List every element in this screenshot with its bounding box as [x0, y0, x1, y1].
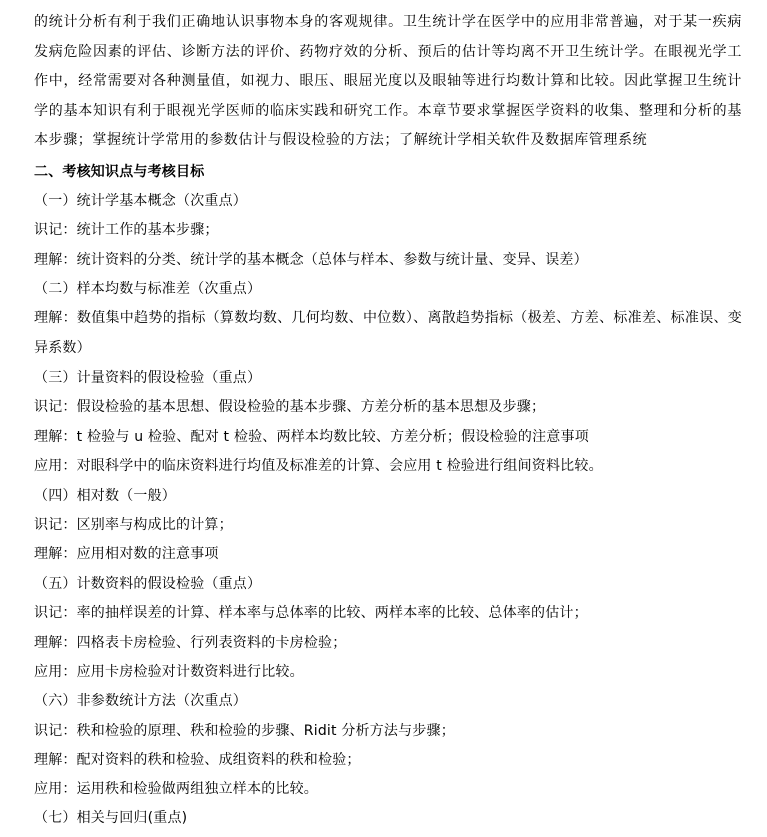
section-4-title: （四）相对数（一般）: [34, 488, 176, 504]
section-1-recall: 识记：统计工作的基本步骤；: [34, 222, 219, 238]
section-6-understand: 理解：配对资料的秩和检验、成组资料的秩和检验；: [34, 752, 361, 768]
section-6-recall: 识记：秩和检验的原理、秩和检验的步骤、Ridit 分析方法与步骤；: [34, 723, 455, 739]
section-6-title: （六）非参数统计方法（次重点）: [34, 693, 247, 709]
section-1-understand: 理解：统计资料的分类、统计学的基本概念（总体与样本、参数与统计量、变异、误差）: [34, 252, 588, 268]
section-5-recall: 识记：率的抽样误差的计算、样本率与总体率的比较、两样本率的比较、总体率的估计；: [34, 605, 588, 621]
section-4-understand: 理解：应用相对数的注意事项: [34, 546, 219, 562]
section-5-apply: 应用：应用卡房检验对计数资料进行比较。: [34, 664, 304, 680]
section-7-title: （七）相关与回归(重点): [34, 810, 188, 826]
intro-paragraph: 的统计分析有利于我们正确地认识事物本身的客观规律。卫生统计学在医学中的应用非常普遍，对于某一疾病发病危险因素的评估、诊断方法的评价、药物疗效的分析、预后的估计等均离不开卫生统计学。在眼视光学工作中，经常需要对各种测量值，如视力、眼压、眼屈光度以及眼轴等进行均数计算和比较。因此掌握卫生统计学的基本知识有利于眼视光学医师的临床实践和研究工作。本章节要求掌握医学资料的收集、整理和分析的基本步骤；掌握统计学常用的参数估计与假设检验的方法；了解统计学相关软件及数据库管理系统: [34, 14, 742, 149]
section-1-title: （一）统计学基本概念（次重点）: [34, 193, 247, 209]
section-2-title: （二）样本均数与标准差（次重点）: [34, 281, 262, 297]
section-3-title: （三）计量资料的假设检验（重点）: [34, 370, 262, 386]
section-3-apply: 应用：对眼科学中的临床资料进行均值及标准差的计算、会应用 t 检验进行组间资料比较。: [34, 458, 603, 474]
section-heading: 二、考核知识点与考核目标: [34, 164, 205, 180]
section-2-understand: 理解：数值集中趋势的指标（算数均数、几何均数、中位数）、离散趋势指标（极差、方差、标准差、标准误、变异系数）: [34, 310, 742, 356]
section-3-understand: 理解：t 检验与 u 检验、配对 t 检验、两样本均数比较、方差分析；假设检验的注意事项: [34, 429, 589, 445]
section-3-recall: 识记：假设检验的基本思想、假设检验的基本步骤、方差分析的基本思想及步骤；: [34, 399, 546, 415]
section-5-understand: 理解：四格表卡房检验、行列表资料的卡房检验；: [34, 635, 347, 651]
section-4-recall: 识记：区别率与构成比的计算；: [34, 517, 233, 533]
section-5-title: （五）计数资料的假设检验（重点）: [34, 576, 262, 592]
section-6-apply: 应用：运用秩和检验做两组独立样本的比较。: [34, 781, 318, 797]
